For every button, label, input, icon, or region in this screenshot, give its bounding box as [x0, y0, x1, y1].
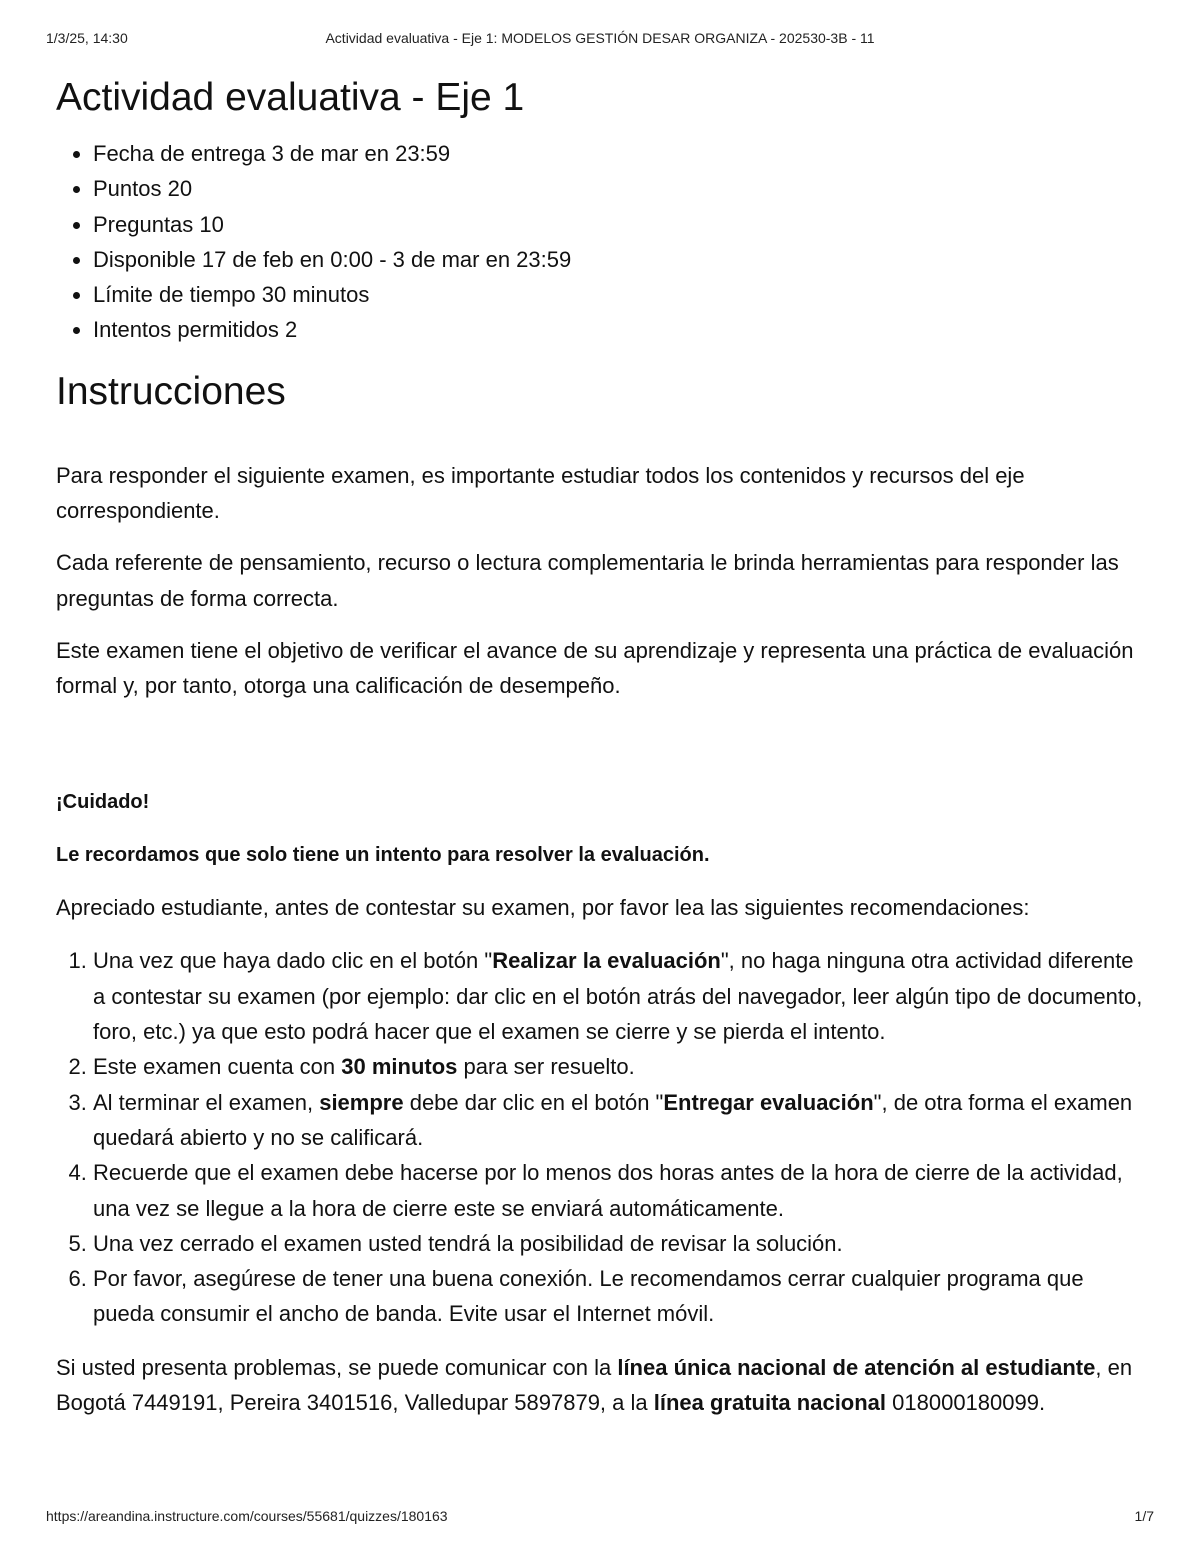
contact-text: , en Bogotá 7449191, Pereira 3401516, Valledupar 5897879, a la: [56, 1354, 1133, 1416]
instructions-paragraph-1: Para responder el siguiente examen, es importante estudiar todos los contenidos y recursos del eje correspondiente.: [56, 462, 1025, 524]
print-doc-title: Actividad evaluativa - Eje 1: MODELOS GESTIÓN DESAR ORGANIZA - 202530-3B - 11: [325, 30, 875, 46]
rec-text: debe dar clic en el botón ": [403, 1089, 664, 1115]
quiz-details-list: [56, 136, 1146, 348]
recommendations-list: [56, 943, 1146, 1331]
recommendation-item: 5. Una vez cerrado el examen usted tendrá la posibilidad de revisar la solución.: [93, 1226, 1146, 1261]
recommendation-item: [93, 943, 1146, 1049]
print-footer: [46, 1508, 1154, 1528]
attempt-reminder: Le recordamos que solo tiene un intento para resolver la evaluación.: [56, 843, 710, 866]
quiz-content: [56, 72, 1146, 1420]
rec-text: ", de otra forma el examen quedará abierto y no se calificará.: [93, 1089, 1133, 1150]
print-date: 1/3/25, 14:30: [46, 30, 128, 46]
rec-emphasis: Realizar la evaluación: [492, 948, 721, 974]
page-title: Actividad evaluativa - Eje 1: [56, 76, 525, 119]
rec-text: ", no haga ninguna otra actividad diferente a contestar su examen (por ejemplo: dar clic en el botón atrás del navegador, leer algún tipo de documento, foro, etc.) ya que esto podrá hacer que el examen se cierre y se pierda el intento.: [93, 948, 1143, 1045]
contact-text: Si usted presenta problemas, se puede comunicar con la: [56, 1354, 618, 1380]
rec-text: Una vez que haya dado clic en el botón ": [93, 948, 493, 974]
contact-emphasis: línea única nacional de atención al estudiante: [617, 1354, 1096, 1380]
rec-emphasis: 30 minutos: [341, 1054, 458, 1080]
rec-emphasis: siempre: [319, 1089, 404, 1115]
detail-allowed-attempts: • Intentos permitidos 2: [93, 312, 1146, 347]
detail-points: • Puntos 20: [93, 171, 1146, 206]
print-header: [46, 30, 1154, 50]
print-url: https://areandina.instructure.com/courses/55681/quizzes/180163: [46, 1508, 448, 1524]
rec-text: Este examen cuenta con: [93, 1054, 342, 1080]
recommendation-item: 4. Recuerde que el examen debe hacerse por lo menos dos horas antes de la hora de cierre de la actividad, una vez se llegue a la hora de cierre este se enviará automáticamente.: [93, 1155, 1146, 1226]
contact-text: 018000180099.: [886, 1390, 1046, 1416]
detail-questions: • Preguntas 10: [93, 207, 1146, 242]
print-page-number: 1/7: [1134, 1508, 1154, 1524]
instructions-paragraph-3: Este examen tiene el objetivo de verificar el avance de su aprendizaje y representa una práctica de evaluación formal y, por tanto, otorga una calificación de desempeño.: [56, 637, 1134, 699]
recommendation-item: [93, 1085, 1146, 1156]
rec-text: para ser resuelto.: [457, 1054, 635, 1080]
rec-text: Al terminar el examen,: [93, 1089, 320, 1115]
recommendations-intro: Apreciado estudiante, antes de contestar su examen, por favor lea las siguientes recomendaciones:: [56, 895, 1030, 921]
recommendation-item: 6. Por favor, asegúrese de tener una buena conexión. Le recomendamos cerrar cualquier programa que pueda consumir el ancho de banda. Evite usar el Internet móvil.: [93, 1261, 1146, 1332]
contact-emphasis: línea gratuita nacional: [653, 1390, 887, 1416]
detail-time-limit: • Límite de tiempo 30 minutos: [93, 277, 1146, 312]
contact-paragraph: [56, 1350, 1146, 1421]
instructions-paragraph-2: Cada referente de pensamiento, recurso o lectura complementaria le brinda herramientas para responder las preguntas de forma correcta.: [56, 550, 1119, 611]
recommendation-item: [93, 1049, 1146, 1084]
detail-due-date: • Fecha de entrega 3 de mar en 23:59: [93, 136, 1146, 171]
instructions-heading: Instrucciones: [56, 369, 286, 413]
rec-emphasis: Entregar evaluación: [663, 1089, 874, 1115]
detail-availability: • Disponible 17 de feb en 0:00 - 3 de mar en 23:59: [93, 242, 1146, 277]
warning-text: ¡Cuidado!: [56, 790, 150, 813]
